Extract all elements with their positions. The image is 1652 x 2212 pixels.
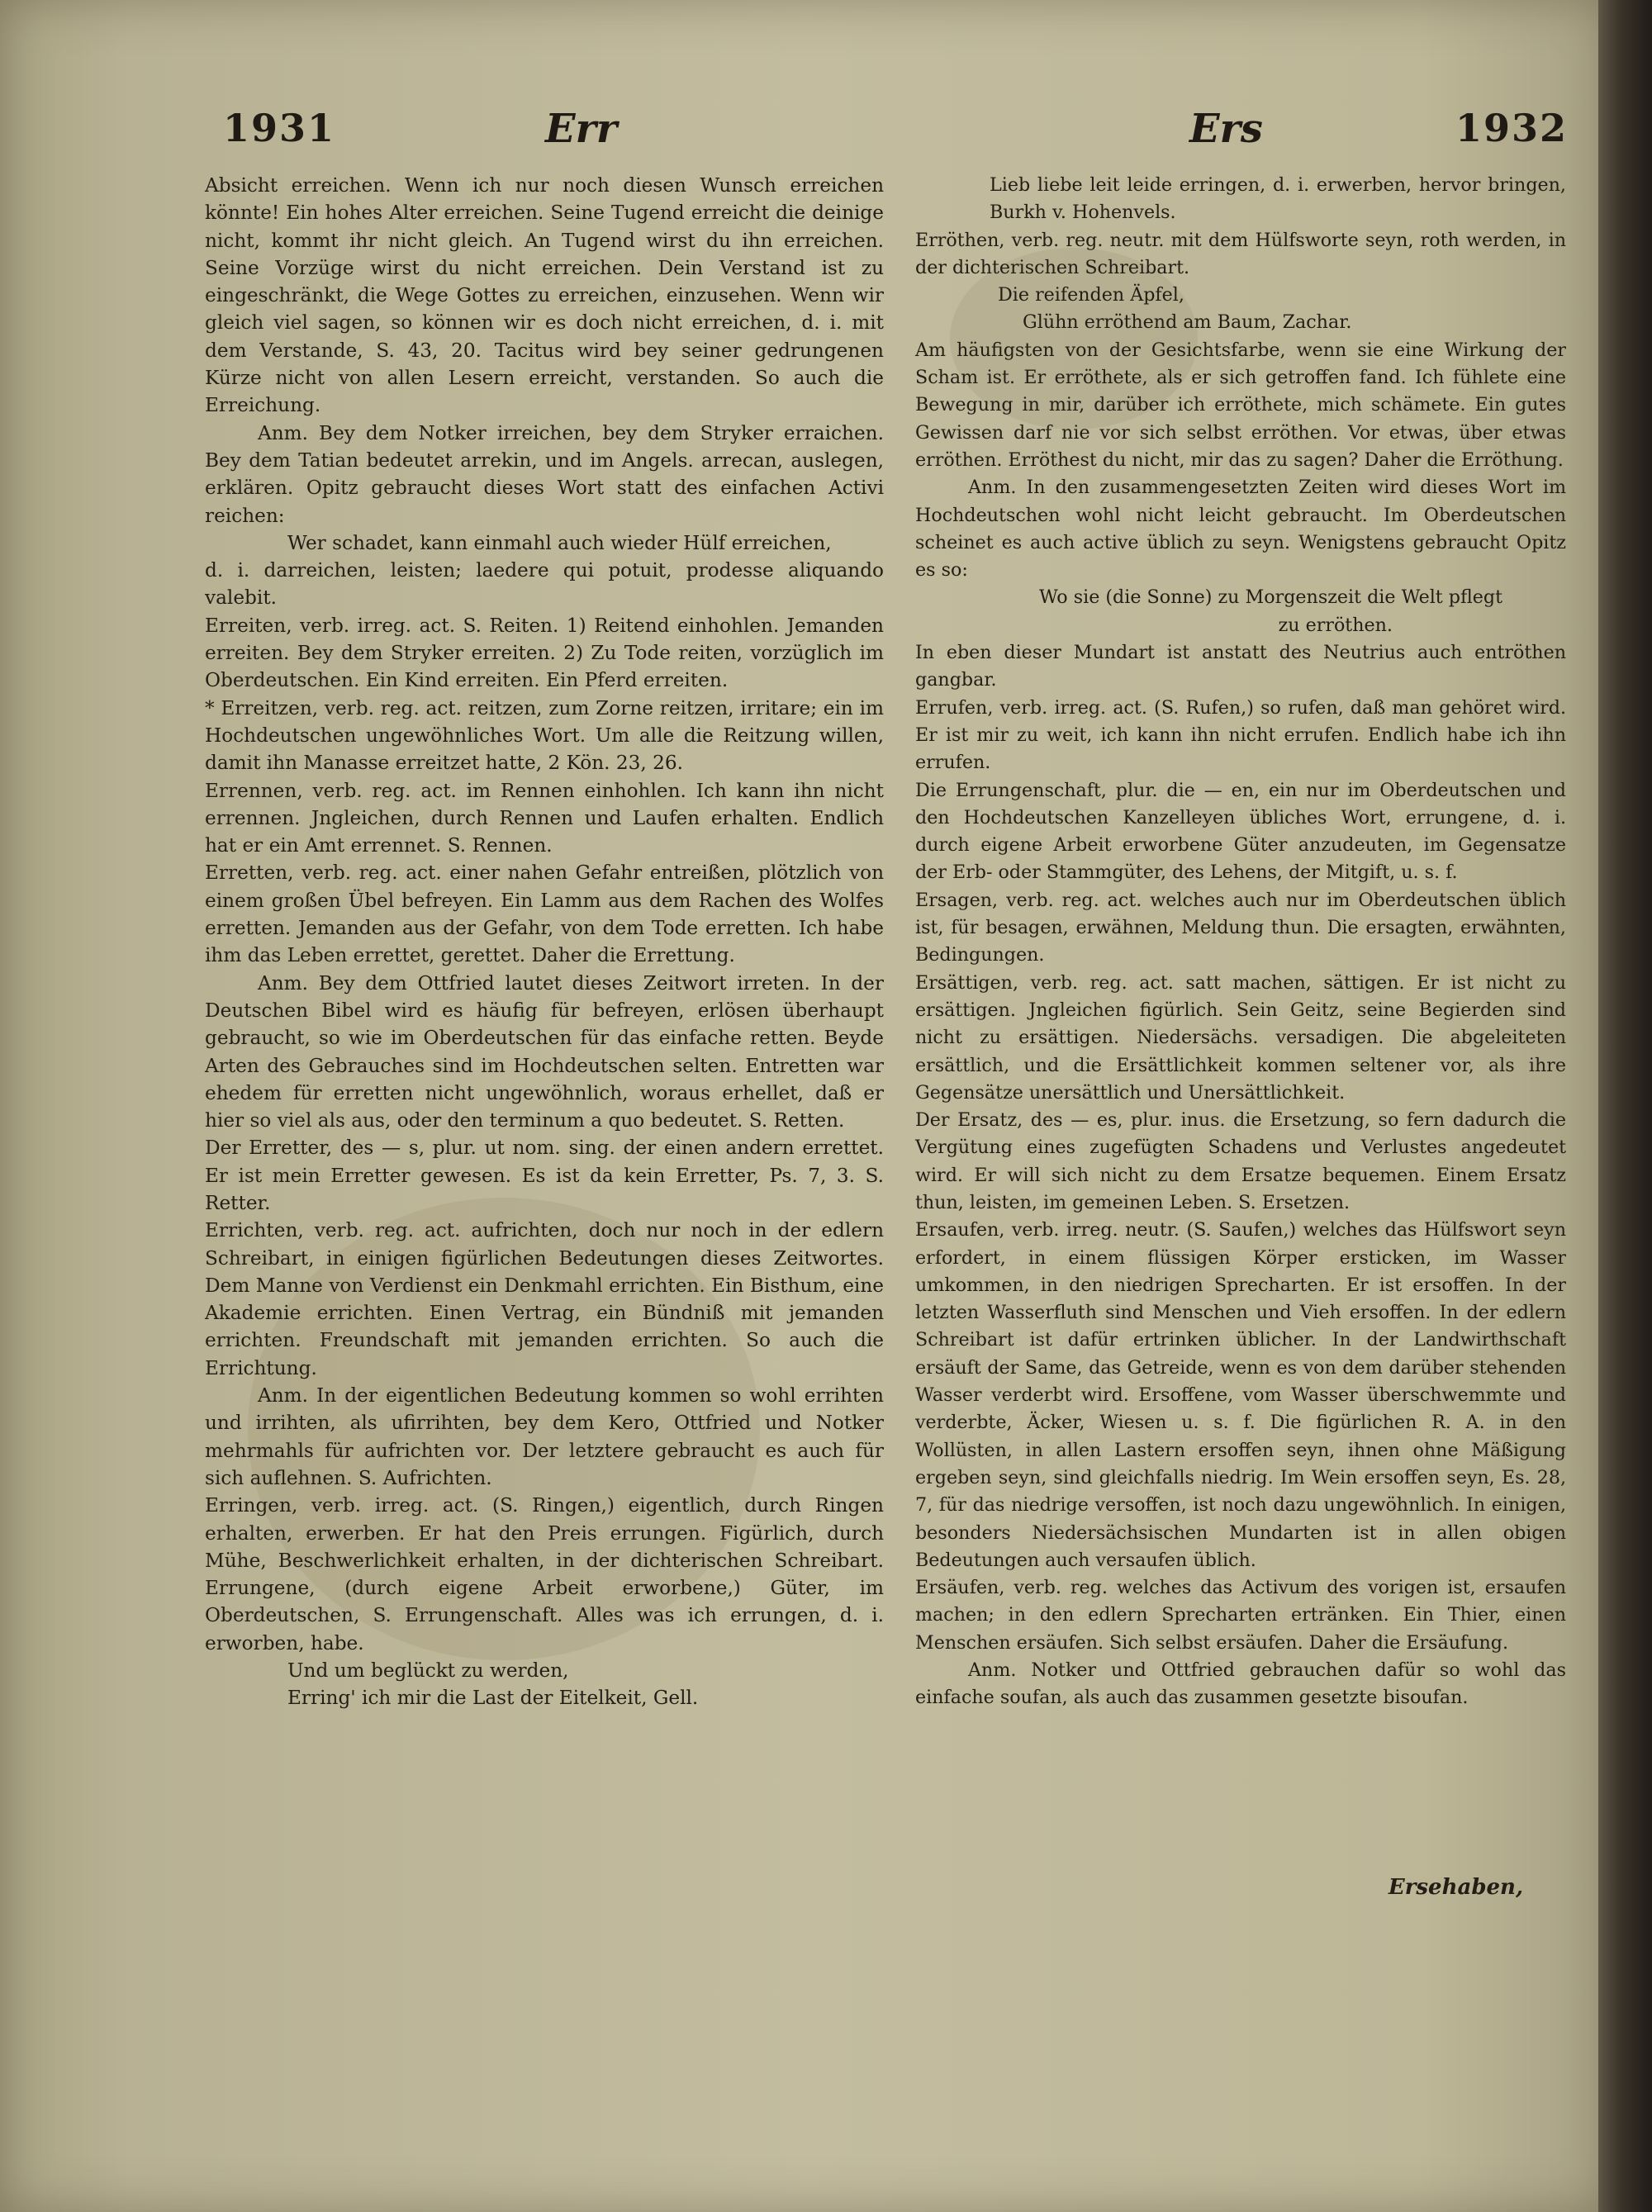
- dictionary-entry-ersaettigen: Ersättigen, verb. reg. act. satt machen, sättigen. Er ist nicht zu ersättigen. Jngleichen figürlich. Sein Geitz, seine Begierden sind nicht zu ersättigen. Niedersächs. versadigen. Die abgeleiteten ersättlich, und die Ersättlichkeit kommen seltener vor, als ihre Gegensätze unersättlich und Unersättlichkeit.: [915, 971, 1566, 1104]
- dictionary-entry-erreiten: Erreiten, verb. irreg. act. S. Reiten. 1) Reitend einhohlen. Jemanden erreiten. Bey dem Stryker erreiten. 2) Zu Tode reiten, vorzüglich im Oberdeutschen. Ein Kind erreiten. Ein Pferd erreiten.: [205, 614, 884, 692]
- dictionary-entry-errennen: Errennen, verb. reg. act. im Rennen einhohlen. Ich kann ihn nicht errennen. Jngleichen, durch Rennen und Laufen erhalten. Endlich hat er ein Amt errennet. S. Rennen.: [205, 779, 884, 857]
- annotation: Anm. Notker und Ottfried gebrauchen dafür so wohl das einfache soufan, als auch das zusammen gesetzte bisoufan.: [915, 1659, 1566, 1709]
- dictionary-entry-ersatz: Der Ersatz, des — es, plur. inus. die Ersetzung, so fern dadurch die Vergütung eines zugefügten Schadens und Verlustes angedeutet wird. Er will sich nicht zu dem Ersatze bequemen. Einem Ersatz thun, leisten, im gemeinen Leben. S. Ersetzen.: [915, 1109, 1566, 1213]
- page-number-left: 1931: [223, 106, 336, 150]
- verse-line: Erring' ich mir die Last der Eitelkeit, Gell.: [287, 1687, 699, 1710]
- verse-line: Glühn erröthend am Baum, Zachar.: [1023, 311, 1352, 334]
- dictionary-entry-errichten: Errichten, verb. reg. act. aufrichten, doch nur noch in der edlern Schreibart, in einigen figürlichen Bedeutungen dieses Zeitwortes. Dem Manne von Verdienst ein Denkmahl errichten. Ein Bisthum, eine Akademie errichten. Einen Vertrag, ein Bündniß mit jemanden errichten. Freundschaft mit jemanden errichten. So auch die Errichtung.: [205, 1219, 884, 1379]
- book-spine: [1598, 0, 1652, 2212]
- verse-line: Die reifenden Äpfel,: [998, 284, 1184, 306]
- entry-text: In eben dieser Mundart ist anstatt des Neutrius auch entröthen gangbar.: [915, 642, 1566, 691]
- running-head-right: Ers: [1189, 106, 1263, 152]
- running-head-left: Err: [545, 106, 618, 152]
- annotation: Anm. Bey dem Notker irreichen, bey dem Stryker erraichen. Bey dem Tatian bedeutet arrekin, und im Angels. arrecan, auslegen, erklären. Opitz gebraucht dieses Wort statt des einfachen Activi reichen:: [205, 421, 884, 527]
- dictionary-entry-errungenschaft: Die Errungenschaft, plur. die — en, ein nur im Oberdeutschen und den Hochdeutschen Kanzelleyen übliches Wort, errungene, d. i. durch eigene Arbeit erworbene Güter anzudeuten, im Gegensatze der Erb- oder Stammgüter, des Lehens, der Mitgift, u. s. f.: [915, 779, 1566, 884]
- verse-line: Lieb liebe leit leide erringen, d. i. erwerben, hervor bringen, Burkh v. Hohenvels.: [990, 174, 1566, 224]
- verse-line: Wo sie (die Sonne) zu Morgenszeit die Welt pflegt: [1039, 586, 1503, 609]
- page-number-right: 1932: [1455, 106, 1569, 150]
- verse-line: Wer schadet, kann einmahl auch wieder Hülf erreichen,: [287, 531, 832, 554]
- right-column: [915, 172, 1566, 1712]
- entry-text: d. i. darreichen, leisten; laedere qui potuit, prodesse aliquando valebit.: [205, 559, 884, 610]
- dictionary-entry-errufen: Errufen, verb. irreg. act. (S. Rufen,) so rufen, daß man gehöret wird. Er ist mir zu weit, ich kann ihn nicht errufen. Endlich habe ich ihn errufen.: [915, 696, 1566, 774]
- entry-text: Am häufigsten von der Gesichtsfarbe, wenn sie eine Wirkung der Scham ist. Er erröthete, als er sich getroffen fand. Ich fühlete eine Bewegung in mir, darüber ich erröthete, mich schämete. Ein gutes Gewissen darf nie vor sich selbst erröthen. Vor etwas, über etwas erröthen. Erröthest du nicht, mir das zu sagen? Daher die Erröthung.: [915, 339, 1566, 471]
- entry-text: Absicht erreichen. Wenn ich nur noch diesen Wunsch erreichen könnte! Ein hohes Alter erreichen. Seine Tugend erreicht die deinige nicht, kommt ihr nicht gleich. An Tugend wirst du ihn erreichen. Seine Vorzüge wirst du nicht erreichen. Dein Verstand ist zu eingeschränkt, die Wege Gottes zu erreichen, einzusehen. Wenn wir gleich viel sagen, so können wir es doch nicht erreichen, d. i. mit dem Verstande, S. 43, 20. Tacitus wird bey seiner gedrungenen Kürze nicht von allen Lesern erreicht, verstanden. So auch die Erreichung.: [205, 174, 884, 417]
- dictionary-entry-erroethen: Erröthen, verb. reg. neutr. mit dem Hülfsworte seyn, roth werden, in der dichterischen Schreibart.: [915, 229, 1566, 278]
- dictionary-entry-ersaufen: Ersaufen, verb. irreg. neutr. (S. Saufen,) welches das Hülfswort seyn erfordert, in einem flüssigen Körper ersticken, im Wasser umkommen, in den niedrigen Sprecharten. Er ist ersoffen. In der letzten Wasserfluth sind Menschen und Vieh ersoffen. In der edlern Schreibart ist dafür ertrinken üblicher. In der Landwirthschaft ersäuft der Same, das Getreide, wenn es von dem darüber stehenden Wasser verderbt wird. Ersoffene, vom Wasser überschwemmte und verderbte, Äcker, Wiesen u. s. f. Die figürlichen R. A. in den Wollüsten, in allen Lastern ersoffen seyn, ihnen ohne Mäßigung ergeben seyn, sind gleichfalls niedrig. Im Wein ersoffen seyn, Es. 28, 7, für das niedrige versoffen, ist noch dazu ungewöhnlich. In einigen, besonders Niedersächsischen Mundarten ist in allen obigen Bedeutungen auch versaufen üblich.: [915, 1219, 1566, 1571]
- dictionary-entry-erretten: Erretten, verb. reg. act. einer nahen Gefahr entreißen, plötzlich von einem großen Übel befreyen. Ein Lamm aus dem Rachen des Wolfes erretten. Jemanden aus der Gefahr, von dem Tode erretten. Ich habe ihm das Leben errettet, gerettet. Daher die Errettung.: [205, 862, 884, 967]
- dictionary-entry-ersagen: Ersagen, verb. reg. act. welches auch nur im Oberdeutschen üblich ist, für besagen, erwähnen, Meldung thun. Die ersagten, erwähnten, Bedingungen.: [915, 889, 1566, 966]
- catchword: Ersehaben,: [1388, 1875, 1523, 1900]
- dictionary-entry-erretter: Der Erretter, des — s, plur. ut nom. sing. der einen andern errettet. Er ist mein Erretter gewesen. Es ist da kein Erretter, Ps. 7, 3. S. Retter.: [205, 1137, 884, 1214]
- left-column: [205, 172, 884, 1712]
- verse-line: zu erröthen.: [1278, 614, 1393, 636]
- dictionary-entry-erringen: Erringen, verb. irreg. act. (S. Ringen,) eigentlich, durch Ringen erhalten, erwerben. Er hat den Preis errungen. Figürlich, durch Mühe, Beschwerlichkeit erhalten, in der dichterischen Schreibart. Errungene, (durch eigene Arbeit erworbene,) Güter, im Oberdeutschen, S. Errungenschaft. Alles was ich errungen, d. i. erworben, habe.: [205, 1494, 884, 1654]
- dictionary-entry-erreitzen: * Erreitzen, verb. reg. act. reitzen, zum Zorne reitzen, irritare; ein im Hochdeutschen ungewöhnliches Wort. Um alle die Reitzung willen, damit ihn Manasse erreitzet hatte, 2 Kön. 23, 26.: [205, 696, 884, 775]
- annotation: Anm. In der eigentlichen Bedeutung kommen so wohl errihten und irrihten, als ufirrihten, bey dem Kero, Ottfried und Notker mehrmahls für aufrichten vor. Der letztere gebraucht es auch für sich auflehnen. S. Aufrichten.: [205, 1384, 884, 1489]
- annotation: Anm. Bey dem Ottfried lautet dieses Zeitwort irreten. In der Deutschen Bibel wird es häufig für befreyen, erlösen überhaupt gebraucht, so wie im Oberdeutschen für das einfache retten. Beyde Arten des Gebrauches sind im Hochdeutschen selten. Entretten war ehedem für erretten nicht ungewöhnlich, woraus erhellet, daß er hier so viel als aus, oder den terminum a quo bedeutet. S. Retten.: [205, 971, 884, 1132]
- annotation: Anm. In den zusammengesetzten Zeiten wird dieses Wort im Hochdeutschen wohl nicht leicht gebraucht. Im Oberdeutschen scheinet es auch active üblich zu seyn. Wenigstens gebraucht Opitz es so:: [915, 477, 1566, 581]
- dictionary-entry-ersaeufen: Ersäufen, verb. reg. welches das Activum des vorigen ist, ersaufen machen; in den edlern Sprecharten ertränken. Ein Thier, einen Menschen ersäufen. Sich selbst ersäufen. Daher die Ersäufung.: [915, 1577, 1566, 1654]
- verse-line: Und um beglückt zu werden,: [287, 1659, 569, 1683]
